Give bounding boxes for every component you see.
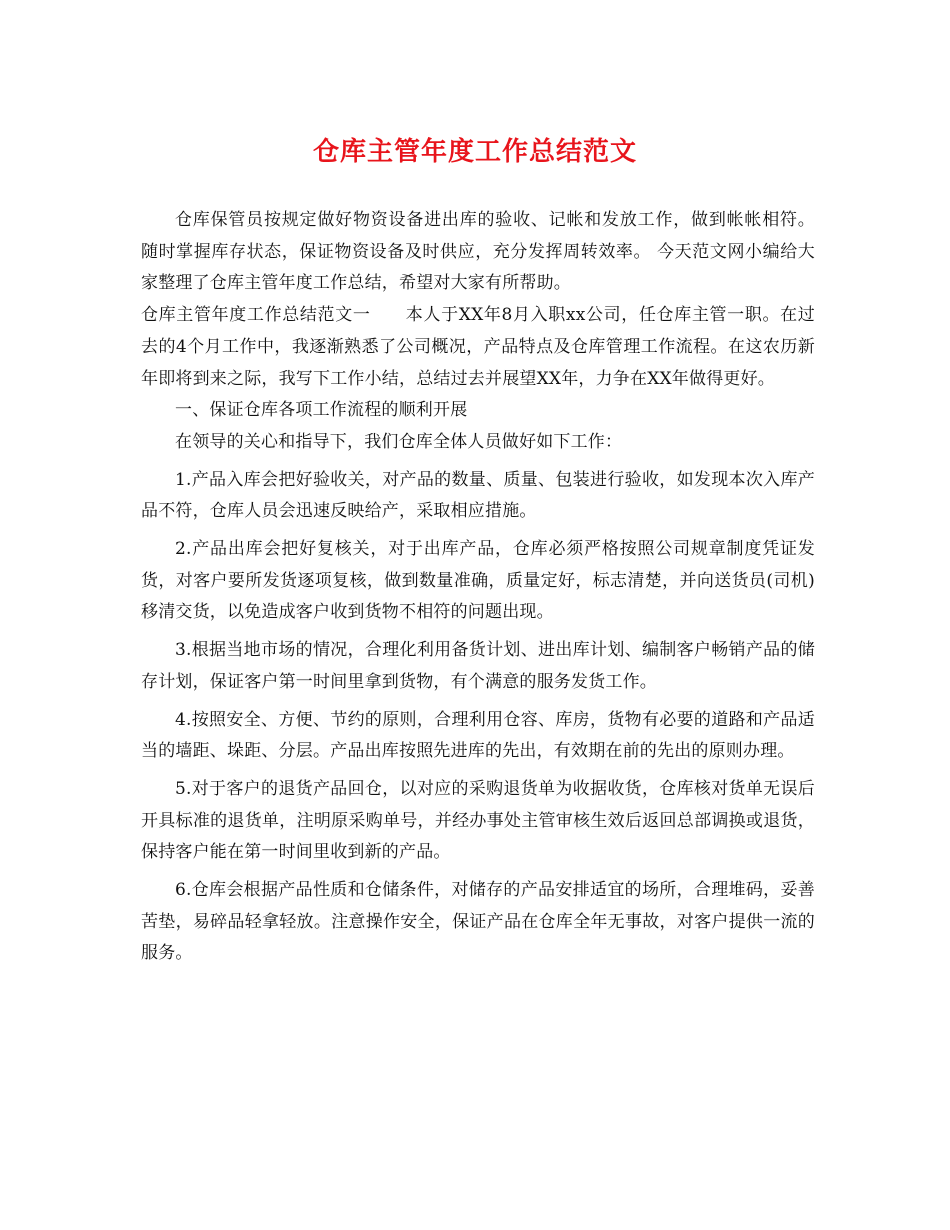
list-item-6: 6.仓库会根据产品性质和仓储条件，对储存的产品安排适宜的场所，合理堆码，妥善苦垫，易碎品轻拿轻放。注意操作安全，保证产品在仓库全年无事故，对客户提供一流的服务。 bbox=[141, 880, 815, 964]
intro-paragraph: 仓库保管员按规定做好物资设备进出库的验收、记帐和发放工作，做到帐帐相符。 随时掌握库存状态，保证物资设备及时供应，充分发挥周转效率。 今天范文网小编给大家整理了仓库主管年度工作总结，希望对大家有所帮助。 bbox=[141, 210, 815, 294]
list-item-2: 2.产品出库会把好复核关，对于出库产品，仓库必须严格按照公司规章制度凭证发货，对客户要所发货逐项复核，做到数量准确，质量定好，标志清楚，并向送货员(司机)移清交货，以免造成客户收到货物不相符的问题出现。 bbox=[141, 539, 815, 623]
list-item-3: 3.根据当地市场的情况，合理化利用备货计划、进出库计划、编制客户畅销产品的储存计划，保证客户第一时间里拿到货物，有个满意的服务发货工作。 bbox=[141, 640, 815, 692]
document-title: 仓库主管年度工作总结范文 bbox=[312, 137, 637, 167]
list-item-1: 1.产品入库会把好验收关，对产品的数量、质量、包装进行验收，如发现本次入库产品不符，仓库人员会迅速反映给产，采取相应措施。 bbox=[141, 469, 815, 522]
document-body bbox=[141, 205, 815, 970]
list-item-5: 5.对于客户的退货产品回仓，以对应的采购退货单为收据收货，仓库核对货单无误后开具标准的退货单，注明原采购单号，并经办事处主管审核生效后返回总部调换或退货，保持客户能在第一时间里收到新的产品。 bbox=[141, 778, 815, 863]
section-lead-paragraph: 在领导的关心和指导下，我们仓库全体人员做好如下工作： bbox=[175, 431, 623, 452]
list-item-4: 4.按照安全、方便、节约的原则，合理利用仓容、库房，货物有必要的道路和产品适当的墙距、垛距、分层。产品出库按照先进库的先出，有效期在前的先出的原则办理。 bbox=[141, 709, 815, 762]
sample-one-paragraph: 仓库主管年度工作总结范文一 本人于XX年8月入职xx公司，任仓库主管一职。在过去的4个月工作中，我逐渐熟悉了公司概况，产品特点及仓库管理工作流程。在这农历新年即将到来之际，我写下工作小结，总结过去并展望XX年，力争在XX年做得更好。 bbox=[141, 305, 815, 389]
section-heading-1: 一、保证仓库各项工作流程的顺利开展 bbox=[175, 400, 468, 421]
